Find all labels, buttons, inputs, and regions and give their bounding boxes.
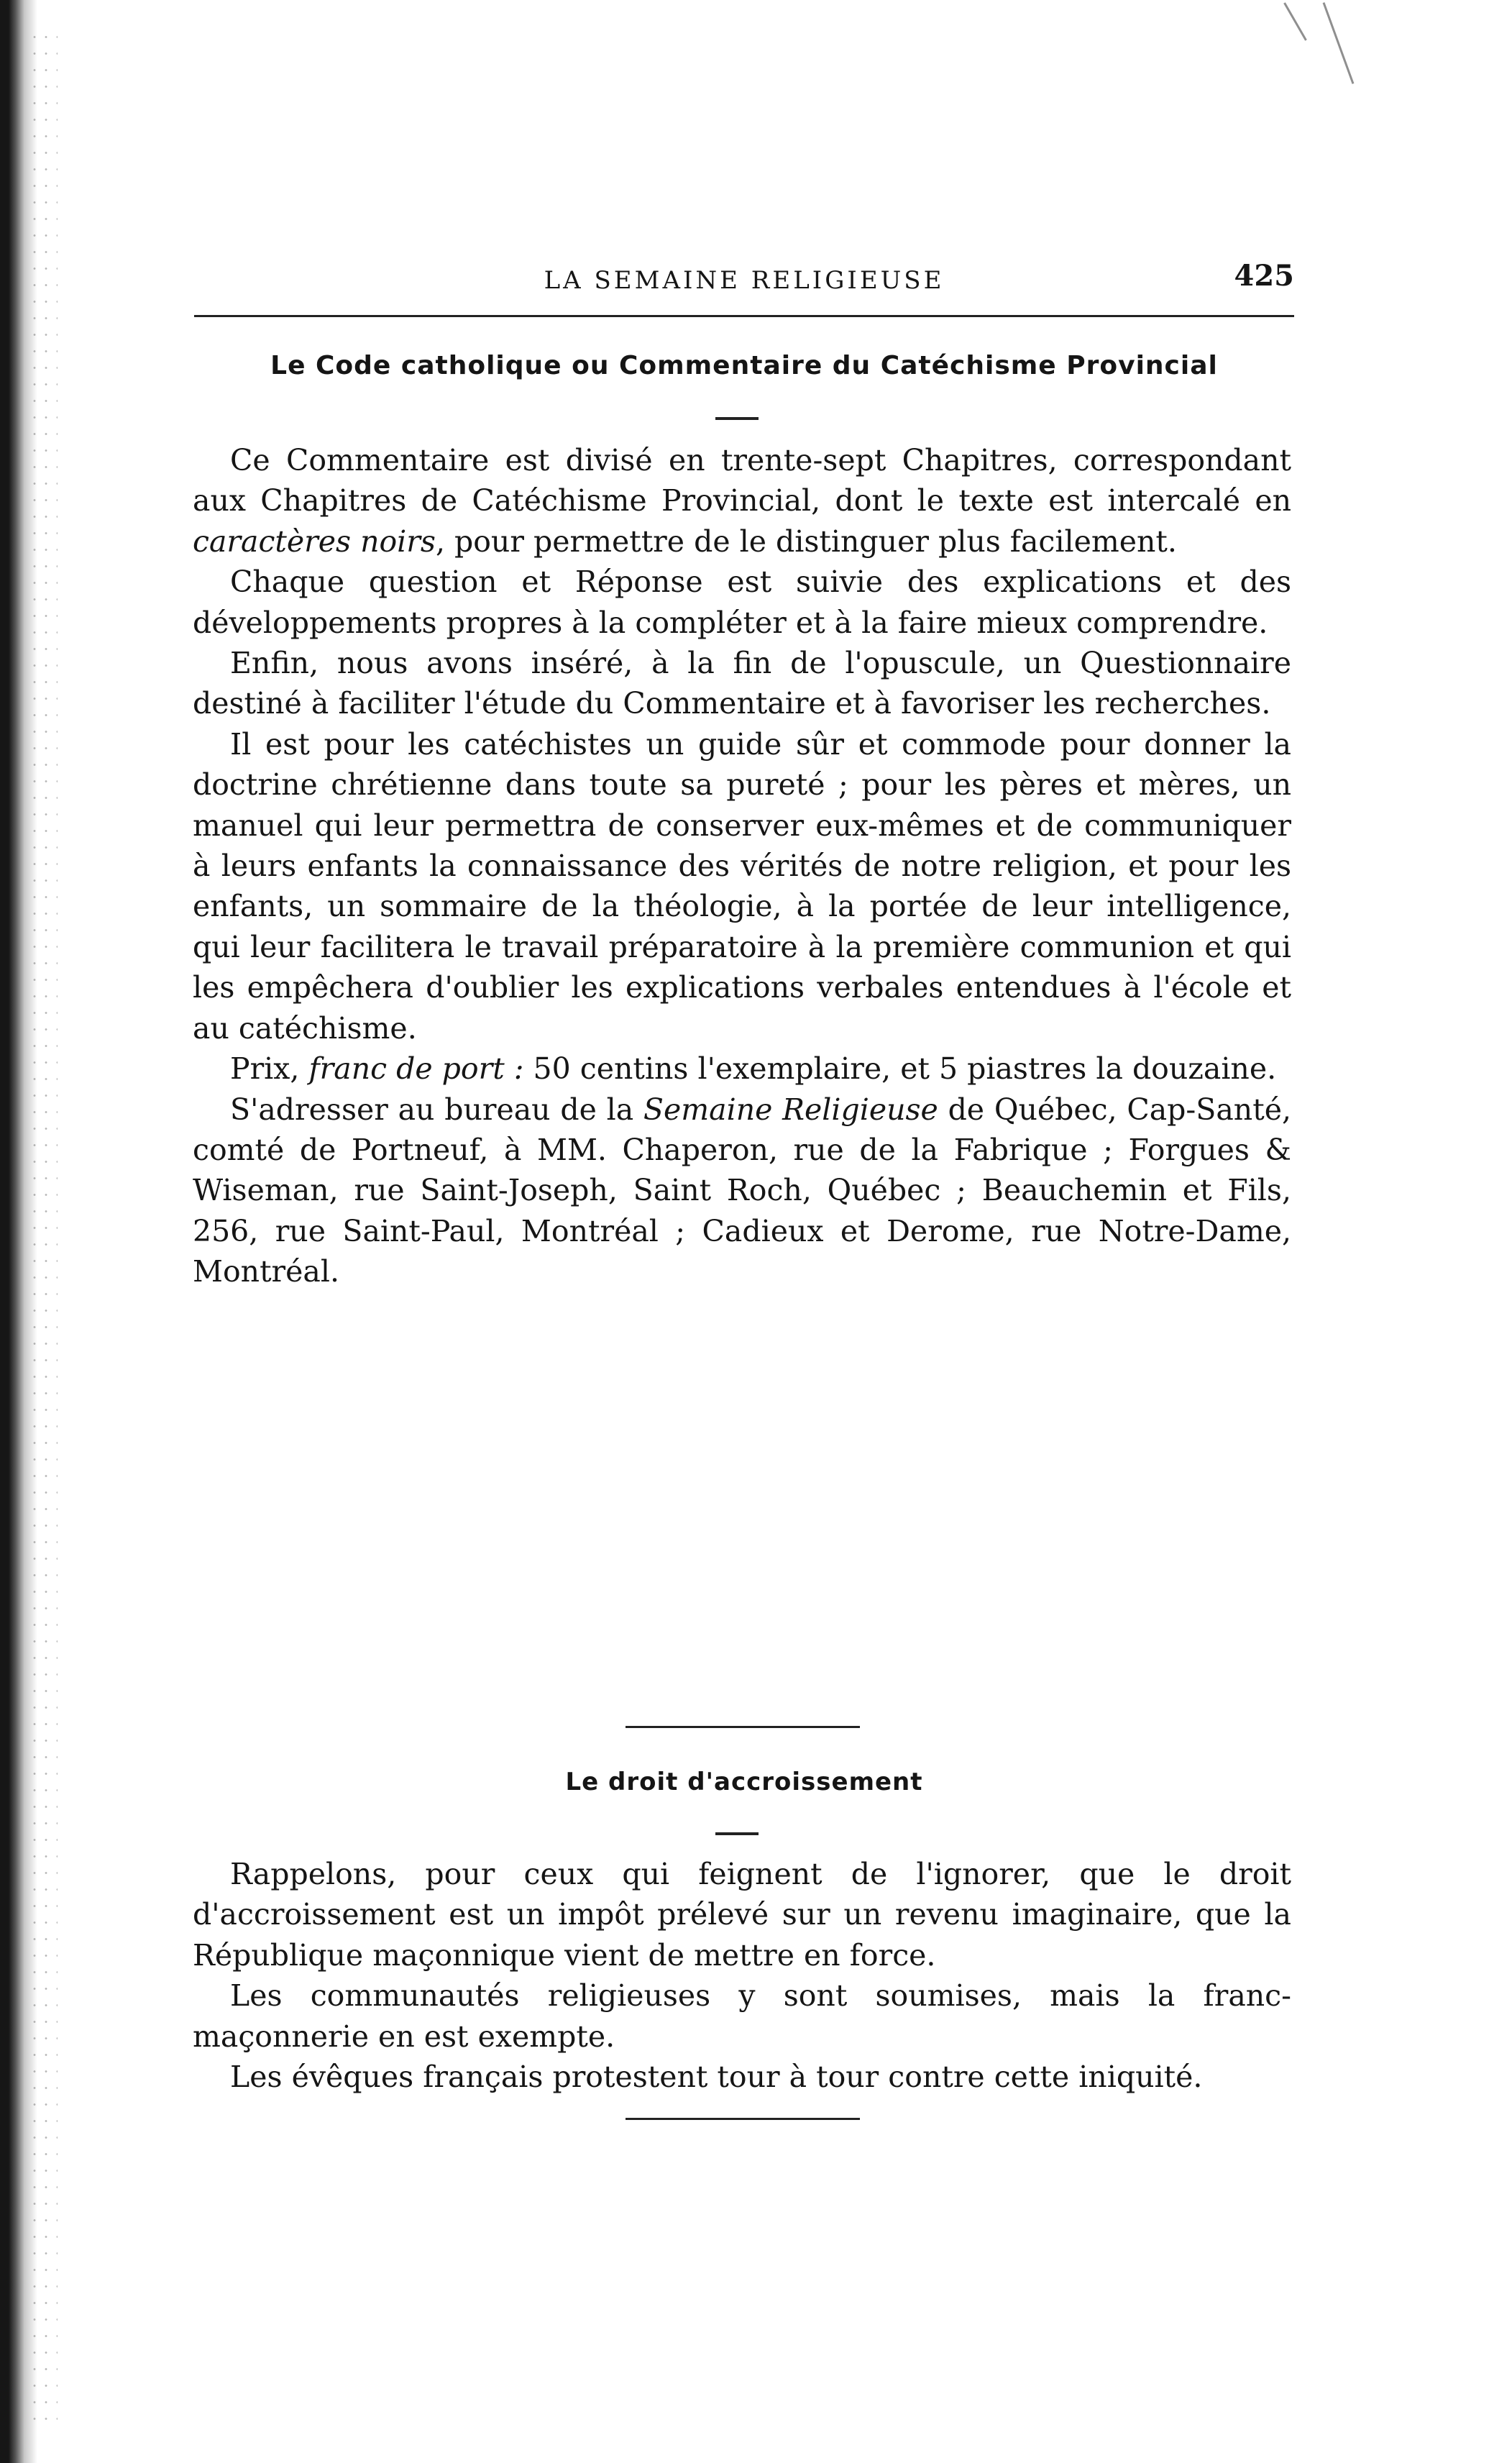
italic-run: franc de port : (308, 1051, 524, 1087)
italic-run: caractères noirs (193, 524, 436, 559)
closing-rule (626, 2118, 860, 2120)
running-title: LA SEMAINE RELIGIEUSE (544, 266, 945, 295)
paragraph: Les évêques français protestent tour à tour contre cette iniquité. (230, 2060, 1203, 2095)
title-dash (715, 417, 759, 420)
section-body (193, 1854, 1291, 2097)
scan-speckle (29, 29, 58, 2431)
text-run: 50 centins l'exemplaire, et 5 piastres la douzaine. (523, 1051, 1277, 1087)
italic-run: Semaine Religieuse (643, 1092, 938, 1127)
text-run: , pour permettre de le distinguer plus facilement. (435, 524, 1177, 559)
scan-scratch (1283, 2, 1307, 40)
text-run: Ce Commentaire est divisé en trente-sept Chapitres, correspondant aux Chapitres de Catéchisme Provincial, dont le texte est intercalé en (193, 443, 1291, 518)
paragraph: Enfin, nous avons inséré, à la fin de l'opuscule, un Questionnaire destiné à faciliter l'étude du Commentaire et à favoriser les recherches. (193, 646, 1291, 721)
paragraph: Il est pour les catéchistes un guide sûr et commode pour donner la doctrine chrétienne dans toute sa pureté ; pour les pères et mères, un manuel qui leur permettra de conserver eux-mêmes et de communiquer à leurs enfants la connaissance des vérités de notre religion, et pour les enfants, un sommaire de la théologie, à la portée de leur intelligence, qui leur facilitera le travail préparatoire à la première communion et qui les empêchera d'oublier les explications verbales entendues à l'école et au catéchisme. (193, 726, 1291, 1046)
section-body (193, 440, 1291, 1292)
paragraph (193, 1089, 1291, 1292)
text-run: de Québec, Cap-Santé, comté de Portneuf, à MM. Chaperon, rue de la Fabrique ; Forgues & Wiseman, rue Saint-Joseph, Saint Roch, Québec ; Beauchemin et Fils, 256, rue Saint-Paul, Montréal ; Cadieux et Derome, rue Notre-Dame, Montréal. (193, 1092, 1291, 1289)
page-number: 425 (1234, 259, 1294, 293)
section-divider (626, 1726, 860, 1728)
section-title: Le droit d'accroissement (565, 1768, 923, 1796)
paragraph: Rappelons, pour ceux qui feignent de l'ignorer, que le droit d'accroissement est un impôt prélevé sur un revenu imaginaire, que la République maçonnique vient de mettre en force. (193, 1857, 1291, 1973)
page-header (194, 259, 1294, 302)
header-rule (194, 315, 1294, 317)
paragraph (193, 440, 1291, 562)
paragraph: Les communautés religieuses y sont soumises, mais la franc-maçonnerie en est exempte. (193, 1978, 1291, 2054)
title-dash (715, 1832, 759, 1835)
text-run: S'adresser au bureau de la (230, 1092, 643, 1127)
text-run: Prix, (230, 1051, 309, 1087)
paragraph (193, 1048, 1291, 1089)
scan-scratch (1323, 2, 1355, 84)
paragraph: Chaque question et Réponse est suivie des explications et des développements propres à la compléter et à la faire mieux comprendre. (193, 565, 1291, 640)
section-title: Le Code catholique ou Commentaire du Catéchisme Provincial (270, 351, 1218, 380)
